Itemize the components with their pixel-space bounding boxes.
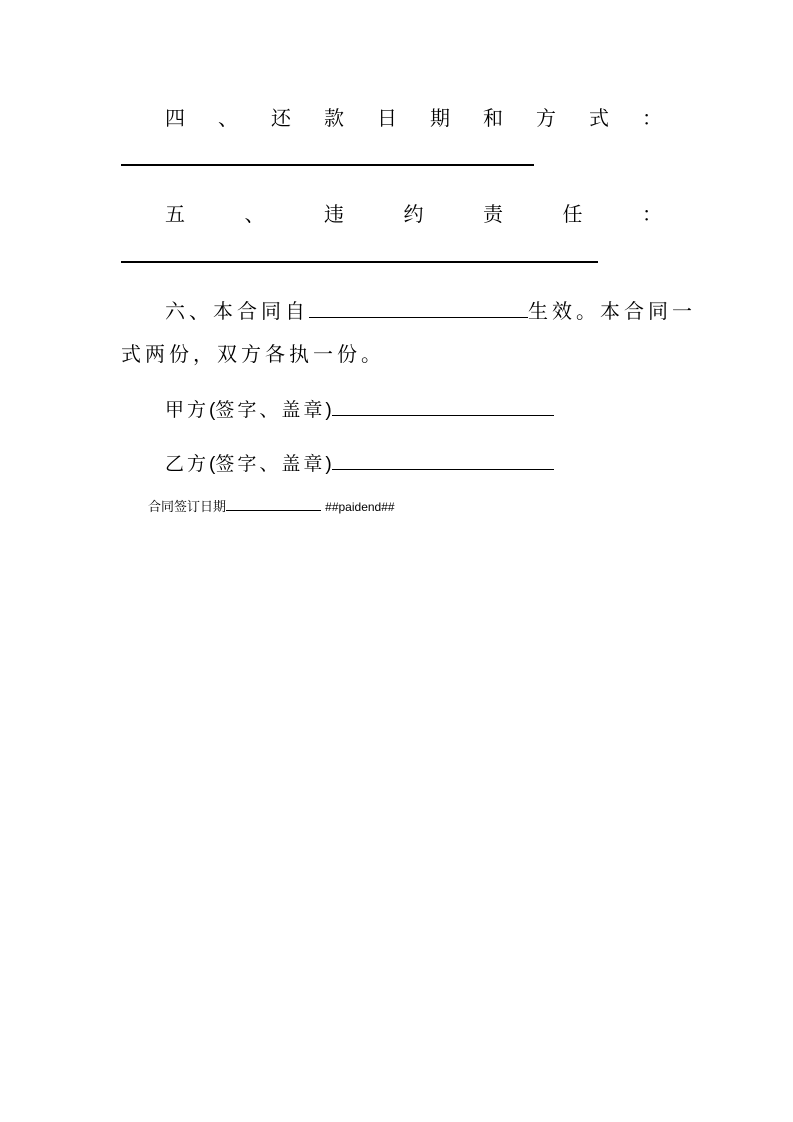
section-4-char: ：	[642, 106, 662, 130]
sign-date-label: 合同签订日期	[148, 500, 227, 515]
section-5-char: ：	[642, 202, 662, 226]
section-5-char: 违	[324, 202, 344, 226]
effective-date-blank[interactable]	[309, 299, 528, 318]
section-4-char: 式	[589, 106, 609, 130]
section-4-char: 方	[536, 106, 556, 130]
section-6-suffix: 生效。本合同一	[528, 299, 696, 323]
section-5-char: 责	[483, 202, 503, 226]
section-4-char: 四	[165, 106, 185, 130]
section-5-blank-line[interactable]	[121, 261, 598, 263]
section-6-line-1	[165, 299, 696, 323]
section-5-char: 、	[244, 202, 265, 226]
section-4-char: 、	[218, 106, 238, 130]
paid-end-marker: ##paidend##	[325, 500, 395, 514]
section-4-heading	[165, 106, 662, 130]
section-4-char: 款	[324, 106, 344, 130]
party-b-signature-blank[interactable]	[332, 451, 554, 470]
section-5-char: 五	[165, 202, 185, 226]
party-a-paren-open: (	[209, 400, 216, 421]
party-a-label: 甲方	[165, 399, 210, 421]
section-5-char: 约	[403, 202, 424, 226]
party-a-paren-close: )	[325, 400, 332, 421]
section-4-char: 还	[271, 106, 291, 130]
sign-date-line	[148, 498, 395, 517]
section-4-char: 日	[377, 106, 397, 130]
sign-date-blank[interactable]	[226, 498, 321, 511]
party-b-signature-line	[165, 451, 554, 477]
section-4-char: 和	[483, 106, 503, 130]
party-b-inner: 签字、盖章	[215, 453, 326, 475]
section-6-line-2: 式两份，双方各执一份。	[121, 342, 385, 366]
party-b-label: 乙方	[165, 453, 210, 475]
section-5-heading	[165, 202, 662, 226]
party-b-paren-open: (	[209, 454, 216, 475]
section-4-blank-line[interactable]	[121, 164, 534, 166]
party-b-paren-close: )	[325, 454, 332, 475]
party-a-inner: 签字、盖章	[215, 399, 326, 421]
section-5-char: 任	[562, 202, 583, 226]
section-4-char: 期	[430, 106, 450, 130]
party-a-signature-blank[interactable]	[332, 397, 554, 416]
party-a-signature-line	[165, 397, 554, 423]
section-6-prefix: 六、本合同自	[165, 299, 309, 323]
